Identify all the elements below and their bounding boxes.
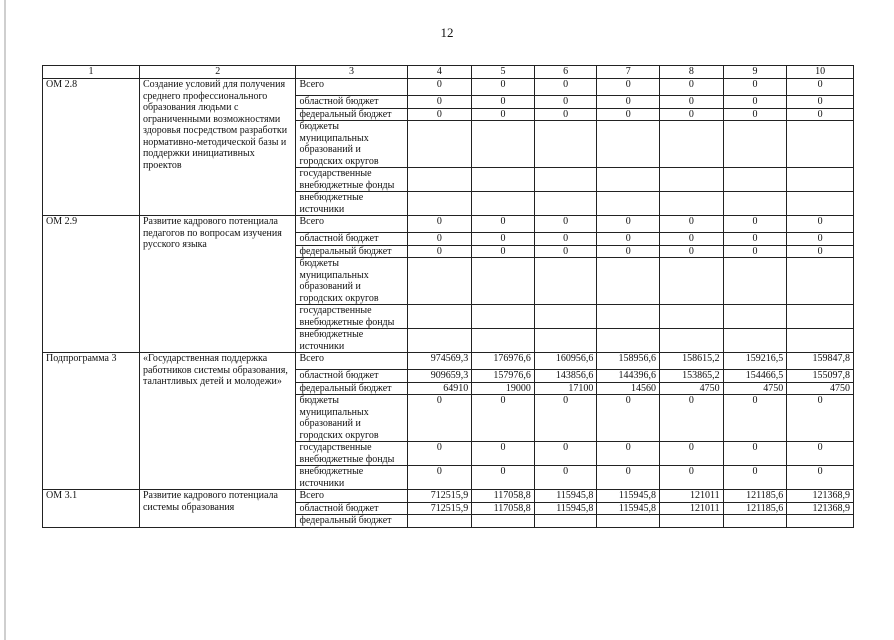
amount-cell: 0	[472, 466, 535, 490]
amount-cell	[407, 305, 472, 329]
amount-cell: 0	[407, 108, 472, 121]
amount-cell: 121011	[660, 490, 724, 503]
amount-cell: 0	[534, 442, 597, 466]
amount-cell	[597, 329, 660, 353]
amount-cell: 0	[472, 442, 535, 466]
amount-cell: 0	[787, 216, 854, 233]
amount-cell: 0	[723, 395, 787, 442]
amount-cell: 115945,8	[597, 490, 660, 503]
amount-cell: 0	[787, 79, 854, 96]
column-header: 7	[597, 66, 660, 79]
amount-cell: 0	[723, 108, 787, 121]
amount-cell	[534, 329, 597, 353]
amount-cell: 115945,8	[534, 490, 597, 503]
column-header: 4	[407, 66, 472, 79]
funding-source: Всего	[296, 216, 407, 233]
amount-cell	[660, 258, 724, 305]
table-row	[43, 216, 854, 233]
amount-cell: 0	[787, 245, 854, 258]
amount-cell: 121368,9	[787, 502, 854, 515]
column-header: 10	[787, 66, 854, 79]
amount-cell: 117058,8	[472, 502, 535, 515]
amount-cell: 154466,5	[723, 370, 787, 383]
amount-cell: 0	[660, 442, 724, 466]
amount-cell	[660, 121, 724, 168]
amount-cell	[407, 258, 472, 305]
amount-cell: 144396,6	[597, 370, 660, 383]
amount-cell	[660, 168, 724, 192]
amount-cell: 159847,8	[787, 353, 854, 370]
funding-source: областной бюджет	[296, 370, 407, 383]
amount-cell: 121011	[660, 502, 724, 515]
budget-table	[42, 65, 854, 528]
measure-description: «Государственная поддержка работников системы образования, талантливых детей и молодежи»	[139, 353, 296, 490]
amount-cell: 121185,6	[723, 490, 787, 503]
amount-cell: 0	[472, 79, 535, 96]
table-row	[43, 353, 854, 370]
funding-source: внебюджетные источники	[296, 329, 407, 353]
amount-cell: 0	[534, 466, 597, 490]
amount-cell: 0	[407, 395, 472, 442]
amount-cell: 121185,6	[723, 502, 787, 515]
funding-source: внебюджетные источники	[296, 192, 407, 216]
amount-cell: 0	[534, 395, 597, 442]
amount-cell: 17100	[534, 382, 597, 395]
amount-cell	[787, 168, 854, 192]
amount-cell: 157976,6	[472, 370, 535, 383]
amount-cell: 0	[660, 108, 724, 121]
column-header: 5	[472, 66, 535, 79]
funding-source: областной бюджет	[296, 233, 407, 246]
amount-cell: 0	[723, 233, 787, 246]
amount-cell	[597, 168, 660, 192]
amount-cell: 0	[472, 96, 535, 109]
amount-cell: 0	[787, 466, 854, 490]
amount-cell	[472, 515, 535, 528]
amount-cell: 117058,8	[472, 490, 535, 503]
amount-cell: 0	[723, 245, 787, 258]
amount-cell: 0	[597, 466, 660, 490]
column-header: 8	[660, 66, 724, 79]
amount-cell	[534, 192, 597, 216]
amount-cell: 0	[723, 216, 787, 233]
amount-cell: 0	[597, 395, 660, 442]
measure-description: Развитие кадрового потенциала педагогов по вопросам изучения русского языка	[139, 216, 296, 353]
amount-cell: 0	[407, 216, 472, 233]
amount-cell: 0	[597, 108, 660, 121]
amount-cell	[407, 121, 472, 168]
page-number: 12	[440, 25, 454, 40]
amount-cell: 0	[597, 245, 660, 258]
amount-cell: 0	[472, 395, 535, 442]
amount-cell	[472, 329, 535, 353]
amount-cell	[407, 515, 472, 528]
amount-cell	[787, 515, 854, 528]
amount-cell: 0	[472, 108, 535, 121]
measure-code: ОМ 2.9	[43, 216, 140, 353]
amount-cell: 0	[472, 216, 535, 233]
amount-cell	[407, 192, 472, 216]
funding-source: областной бюджет	[296, 502, 407, 515]
amount-cell	[660, 192, 724, 216]
amount-cell: 4750	[723, 382, 787, 395]
amount-cell: 0	[407, 96, 472, 109]
amount-cell: 64910	[407, 382, 472, 395]
amount-cell: 0	[660, 96, 724, 109]
amount-cell: 0	[407, 245, 472, 258]
measure-description: Создание условий для получения среднего профессионального образования людьми с ограниченными возможностями здоровья посредством разработки нормативно-методической базы и поддержки инициативных проектов	[139, 79, 296, 216]
amount-cell	[472, 305, 535, 329]
amount-cell: 712515,9	[407, 502, 472, 515]
column-header: 2	[139, 66, 296, 79]
amount-cell	[723, 305, 787, 329]
amount-cell	[787, 121, 854, 168]
amount-cell	[472, 121, 535, 168]
amount-cell: 0	[787, 395, 854, 442]
amount-cell: 0	[407, 79, 472, 96]
amount-cell	[597, 121, 660, 168]
amount-cell	[660, 305, 724, 329]
table-row	[43, 490, 854, 503]
funding-source: бюджеты муниципальных образований и городских округов	[296, 258, 407, 305]
amount-cell	[407, 329, 472, 353]
amount-cell	[534, 258, 597, 305]
amount-cell: 909659,3	[407, 370, 472, 383]
amount-cell: 0	[597, 216, 660, 233]
amount-cell	[597, 515, 660, 528]
column-header: 9	[723, 66, 787, 79]
funding-source: федеральный бюджет	[296, 382, 407, 395]
measure-code: ОМ 3.1	[43, 490, 140, 528]
amount-cell	[787, 258, 854, 305]
amount-cell: 160956,6	[534, 353, 597, 370]
funding-source: государственные внебюджетные фонды	[296, 442, 407, 466]
amount-cell	[407, 168, 472, 192]
amount-cell	[597, 192, 660, 216]
amount-cell: 0	[787, 442, 854, 466]
amount-cell: 0	[407, 442, 472, 466]
measure-code: ОМ 2.8	[43, 79, 140, 216]
amount-cell: 974569,3	[407, 353, 472, 370]
amount-cell: 121368,9	[787, 490, 854, 503]
amount-cell	[787, 305, 854, 329]
amount-cell	[723, 515, 787, 528]
amount-cell	[723, 121, 787, 168]
amount-cell: 0	[660, 233, 724, 246]
funding-source: государственные внебюджетные фонды	[296, 305, 407, 329]
funding-source: областной бюджет	[296, 96, 407, 109]
amount-cell	[723, 329, 787, 353]
amount-cell	[534, 121, 597, 168]
amount-cell: 0	[534, 216, 597, 233]
amount-cell: 19000	[472, 382, 535, 395]
amount-cell	[472, 192, 535, 216]
amount-cell: 0	[787, 96, 854, 109]
amount-cell: 0	[723, 79, 787, 96]
amount-cell	[534, 168, 597, 192]
amount-cell: 0	[472, 233, 535, 246]
amount-cell: 712515,9	[407, 490, 472, 503]
amount-cell: 0	[787, 108, 854, 121]
amount-cell: 4750	[660, 382, 724, 395]
amount-cell: 0	[597, 79, 660, 96]
amount-cell: 0	[660, 245, 724, 258]
amount-cell: 0	[660, 79, 724, 96]
amount-cell	[723, 192, 787, 216]
funding-source: государственные внебюджетные фонды	[296, 168, 407, 192]
amount-cell: 0	[660, 395, 724, 442]
amount-cell: 158956,6	[597, 353, 660, 370]
table-row	[43, 79, 854, 96]
funding-source: федеральный бюджет	[296, 245, 407, 258]
funding-source: Всего	[296, 79, 407, 96]
funding-source: федеральный бюджет	[296, 515, 407, 528]
funding-source: Всего	[296, 353, 407, 370]
amount-cell: 0	[534, 245, 597, 258]
amount-cell: 0	[723, 466, 787, 490]
amount-cell	[723, 258, 787, 305]
column-header: 6	[534, 66, 597, 79]
measure-code: Подпрограмма 3	[43, 353, 140, 490]
amount-cell	[597, 258, 660, 305]
amount-cell	[660, 515, 724, 528]
amount-cell: 0	[660, 466, 724, 490]
amount-cell	[787, 329, 854, 353]
amount-cell: 4750	[787, 382, 854, 395]
column-header: 3	[296, 66, 407, 79]
amount-cell	[597, 305, 660, 329]
amount-cell	[787, 192, 854, 216]
amount-cell: 0	[472, 245, 535, 258]
amount-cell: 115945,8	[534, 502, 597, 515]
amount-cell	[534, 515, 597, 528]
amount-cell: 155097,8	[787, 370, 854, 383]
amount-cell: 14560	[597, 382, 660, 395]
amount-cell: 176976,6	[472, 353, 535, 370]
column-header: 1	[43, 66, 140, 79]
amount-cell: 159216,5	[723, 353, 787, 370]
amount-cell: 0	[534, 96, 597, 109]
amount-cell	[660, 329, 724, 353]
amount-cell: 0	[534, 79, 597, 96]
amount-cell	[534, 305, 597, 329]
amount-cell: 153865,2	[660, 370, 724, 383]
measure-description: Развитие кадрового потенциала системы образования	[139, 490, 296, 528]
header-row	[43, 66, 854, 79]
amount-cell: 0	[534, 233, 597, 246]
amount-cell: 0	[597, 442, 660, 466]
amount-cell: 0	[597, 96, 660, 109]
amount-cell: 0	[787, 233, 854, 246]
amount-cell: 0	[534, 108, 597, 121]
amount-cell: 115945,8	[597, 502, 660, 515]
amount-cell: 0	[407, 466, 472, 490]
amount-cell: 0	[660, 216, 724, 233]
funding-source: Всего	[296, 490, 407, 503]
amount-cell: 143856,6	[534, 370, 597, 383]
amount-cell: 0	[597, 233, 660, 246]
funding-source: внебюджетные источники	[296, 466, 407, 490]
funding-source: федеральный бюджет	[296, 108, 407, 121]
amount-cell: 158615,2	[660, 353, 724, 370]
funding-source: бюджеты муниципальных образований и городских округов	[296, 395, 407, 442]
amount-cell: 0	[723, 442, 787, 466]
amount-cell	[472, 168, 535, 192]
amount-cell: 0	[407, 233, 472, 246]
funding-source: бюджеты муниципальных образований и городских округов	[296, 121, 407, 168]
amount-cell	[472, 258, 535, 305]
amount-cell: 0	[723, 96, 787, 109]
scan-edge-line	[4, 0, 6, 640]
amount-cell	[723, 168, 787, 192]
